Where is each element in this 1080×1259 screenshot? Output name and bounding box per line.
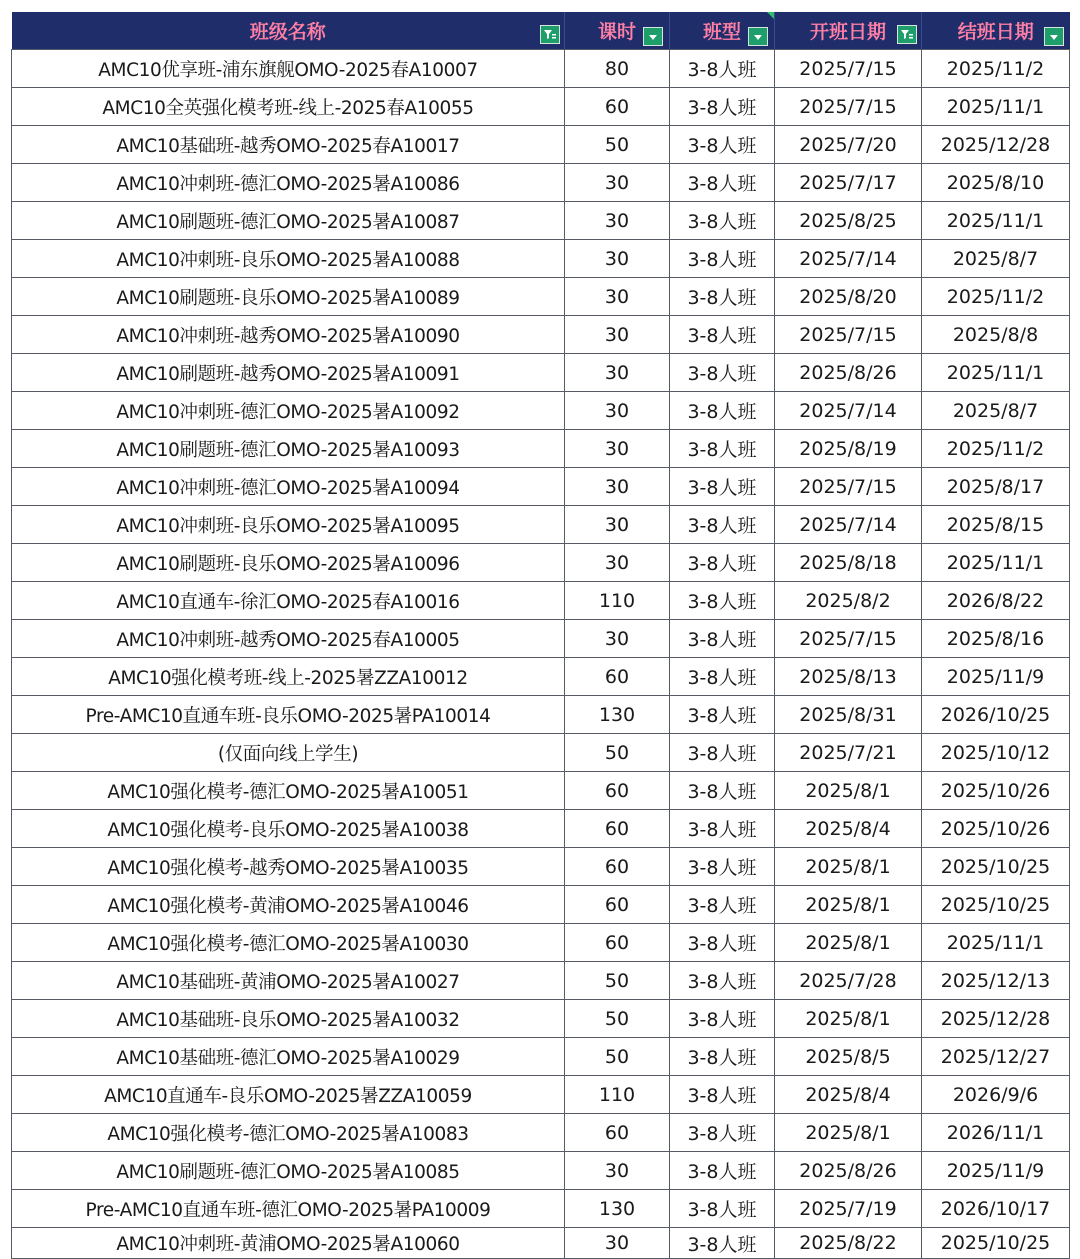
table-body [12,50,1070,1259]
hours-cell[interactable]: 30 [565,1152,670,1190]
hours-cell[interactable]: 50 [565,1000,670,1038]
end-date-cell[interactable]: 2026/10/25 [922,696,1070,734]
table-row [12,924,1070,962]
header-label: 班型 [702,21,741,43]
class-name-cell[interactable]: AMC10强化模考-良乐OMO-2025暑A10038 [12,810,565,848]
class-type-cell[interactable]: 3-8人班 [670,202,775,240]
class-type-cell[interactable]: 3-8人班 [670,886,775,924]
class-name-cell[interactable]: AMC10刷题班-德汇OMO-2025暑A10093 [12,430,565,468]
table-row [12,658,1070,696]
start-date-cell[interactable]: 2025/7/19 [775,1190,922,1228]
class-name-cell[interactable]: AMC10冲刺班-良乐OMO-2025暑A10088 [12,240,565,278]
class-type-cell[interactable]: 3-8人班 [670,164,775,202]
hours-cell[interactable]: 50 [565,126,670,164]
hours-cell[interactable]: 60 [565,658,670,696]
class-type-cell[interactable]: 3-8人班 [670,50,775,88]
end-date-cell[interactable]: 2025/8/15 [922,506,1070,544]
end-date-cell[interactable]: 2025/12/27 [922,1038,1070,1076]
table-row [12,1076,1070,1114]
end-date-cell[interactable]: 2025/10/25 [922,886,1070,924]
filter-active-button[interactable] [897,25,917,44]
class-type-cell[interactable]: 3-8人班 [670,1190,775,1228]
dropdown-arrow-icon [1048,32,1060,42]
class-name-cell[interactable]: AMC10强化模考-越秀OMO-2025暑A10035 [12,848,565,886]
start-date-cell[interactable]: 2025/7/20 [775,126,922,164]
class-name-cell[interactable]: AMC10冲刺班-德汇OMO-2025暑A10092 [12,392,565,430]
table-row [12,734,1070,772]
end-date-cell[interactable]: 2026/9/6 [922,1076,1070,1114]
header-hours [565,12,670,50]
class-type-cell[interactable]: 3-8人班 [670,316,775,354]
class-type-cell[interactable]: 3-8人班 [670,392,775,430]
end-date-cell[interactable]: 2025/8/16 [922,620,1070,658]
class-type-cell[interactable]: 3-8人班 [670,848,775,886]
table-row [12,240,1070,278]
filter-dropdown-button[interactable] [643,27,663,46]
end-date-cell[interactable]: 2025/11/1 [922,354,1070,392]
table-row [12,354,1070,392]
class-name-cell[interactable]: AMC10直通车-良乐OMO-2025暑ZZA10059 [12,1076,565,1114]
table-row [12,620,1070,658]
class-type-cell[interactable]: 3-8人班 [670,772,775,810]
end-date-cell[interactable]: 2025/11/1 [922,544,1070,582]
end-date-cell[interactable]: 2025/11/9 [922,658,1070,696]
end-date-cell[interactable]: 2026/10/17 [922,1190,1070,1228]
end-date-cell[interactable]: 2025/11/1 [922,88,1070,126]
hours-cell[interactable]: 30 [565,430,670,468]
class-type-cell[interactable]: 3-8人班 [670,468,775,506]
class-type-cell[interactable]: 3-8人班 [670,620,775,658]
table-row [12,1000,1070,1038]
table-row [12,316,1070,354]
hours-cell[interactable]: 60 [565,848,670,886]
class-name-cell[interactable]: AMC10冲刺班-越秀OMO-2025春A10005 [12,620,565,658]
hours-cell[interactable]: 130 [565,1190,670,1228]
start-date-cell[interactable]: 2025/8/13 [775,658,922,696]
header-class-name [12,12,565,50]
table-row [12,772,1070,810]
class-name-cell[interactable]: AMC10刷题班-良乐OMO-2025暑A10089 [12,278,565,316]
end-date-cell[interactable]: 2025/12/13 [922,962,1070,1000]
table-row [12,962,1070,1000]
start-date-cell[interactable]: 2025/7/15 [775,620,922,658]
class-type-cell[interactable]: 3-8人班 [670,924,775,962]
class-type-cell[interactable]: 3-8人班 [670,506,775,544]
spreadsheet [11,12,1069,1259]
end-date-cell[interactable]: 2025/11/1 [922,202,1070,240]
start-date-cell[interactable]: 2025/8/5 [775,1038,922,1076]
hours-cell[interactable]: 60 [565,810,670,848]
start-date-cell[interactable]: 2025/8/1 [775,1114,922,1152]
class-name-cell[interactable]: AMC10基础班-黄浦OMO-2025暑A10027 [12,962,565,1000]
end-date-cell[interactable]: 2025/11/9 [922,1152,1070,1190]
hours-cell[interactable]: 30 [565,1228,670,1259]
class-name-cell[interactable]: AMC10全英强化模考班-线上-2025春A10055 [12,88,565,126]
class-name-cell[interactable]: AMC10强化模考-德汇OMO-2025暑A10051 [12,772,565,810]
end-date-cell[interactable]: 2025/10/26 [922,772,1070,810]
class-name-cell[interactable]: AMC10刷题班-越秀OMO-2025暑A10091 [12,354,565,392]
table-row [12,50,1070,88]
start-date-cell[interactable]: 2025/8/1 [775,1000,922,1038]
start-date-cell[interactable]: 2025/8/18 [775,544,922,582]
start-date-cell[interactable]: 2025/8/1 [775,886,922,924]
hours-cell[interactable]: 30 [565,316,670,354]
class-name-cell[interactable]: AMC10冲刺班-黄浦OMO-2025暑A10060 [12,1228,565,1259]
start-date-cell[interactable]: 2025/8/2 [775,582,922,620]
filter-funnel-icon [900,28,914,42]
hours-cell[interactable]: 110 [565,582,670,620]
table-row [12,126,1070,164]
class-name-cell[interactable]: AMC10刷题班-德汇OMO-2025暑A10087 [12,202,565,240]
class-name-cell[interactable]: AMC10强化模考-黄浦OMO-2025暑A10046 [12,886,565,924]
class-name-cell[interactable]: AMC10刷题班-良乐OMO-2025暑A10096 [12,544,565,582]
class-type-cell[interactable]: 3-8人班 [670,278,775,316]
class-type-cell[interactable]: 3-8人班 [670,1114,775,1152]
table-row [12,1190,1070,1228]
end-date-cell[interactable]: 2026/8/22 [922,582,1070,620]
hours-cell[interactable]: 60 [565,886,670,924]
table-row [12,1152,1070,1190]
table-row [12,202,1070,240]
hours-cell[interactable]: 30 [565,240,670,278]
end-date-cell[interactable]: 2025/10/25 [922,848,1070,886]
end-date-cell[interactable]: 2025/8/8 [922,316,1070,354]
end-date-cell[interactable]: 2025/10/12 [922,734,1070,772]
table-row [12,430,1070,468]
end-date-cell[interactable]: 2025/12/28 [922,1000,1070,1038]
hours-cell[interactable]: 30 [565,544,670,582]
start-date-cell[interactable]: 2025/8/1 [775,924,922,962]
class-name-cell[interactable]: AMC10冲刺班-越秀OMO-2025暑A10090 [12,316,565,354]
hours-cell[interactable]: 30 [565,202,670,240]
end-date-cell[interactable]: 2025/10/26 [922,810,1070,848]
start-date-cell[interactable]: 2025/7/14 [775,392,922,430]
header-start-date [775,12,922,50]
class-name-cell[interactable]: AMC10冲刺班-德汇OMO-2025暑A10086 [12,164,565,202]
start-date-cell[interactable]: 2025/8/4 [775,1076,922,1114]
start-date-cell[interactable]: 2025/7/14 [775,506,922,544]
hours-cell[interactable]: 110 [565,1076,670,1114]
filter-funnel-icon [543,28,557,42]
filter-dropdown-button[interactable] [748,27,768,46]
class-type-cell[interactable]: 3-8人班 [670,1076,775,1114]
dropdown-arrow-icon [752,32,764,42]
hours-cell[interactable]: 60 [565,772,670,810]
header-label: 开班日期 [809,21,886,43]
start-date-cell[interactable]: 2025/7/15 [775,88,922,126]
header-end-date [922,12,1070,50]
end-date-cell[interactable]: 2025/11/2 [922,430,1070,468]
table-row [12,1114,1070,1152]
table-row [12,810,1070,848]
hours-cell[interactable]: 30 [565,278,670,316]
class-type-cell[interactable]: 3-8人班 [670,962,775,1000]
start-date-cell[interactable]: 2025/7/21 [775,734,922,772]
hours-cell[interactable]: 80 [565,50,670,88]
end-date-cell[interactable]: 2026/11/1 [922,1114,1070,1152]
hours-cell[interactable]: 30 [565,468,670,506]
hours-cell[interactable]: 30 [565,620,670,658]
table-row [12,1228,1070,1259]
end-date-cell[interactable]: 2025/12/28 [922,126,1070,164]
start-date-cell[interactable]: 2025/8/4 [775,810,922,848]
start-date-cell[interactable]: 2025/7/14 [775,240,922,278]
table-row [12,1038,1070,1076]
start-date-cell[interactable]: 2025/8/1 [775,772,922,810]
class-name-cell[interactable]: AMC10刷题班-德汇OMO-2025暑A10085 [12,1152,565,1190]
class-type-cell[interactable]: 3-8人班 [670,696,775,734]
hours-cell[interactable]: 30 [565,392,670,430]
hours-cell[interactable]: 60 [565,924,670,962]
end-date-cell[interactable]: 2025/8/17 [922,468,1070,506]
class-name-cell[interactable]: Pre-AMC10直通车班-良乐OMO-2025暑PA10014 [12,696,565,734]
class-name-cell[interactable]: AMC10强化模考-德汇OMO-2025暑A10030 [12,924,565,962]
class-name-cell[interactable]: AMC10强化模考班-线上-2025暑ZZA10012 [12,658,565,696]
class-name-cell[interactable]: AMC10直通车-徐汇OMO-2025春A10016 [12,582,565,620]
table-row [12,544,1070,582]
filter-active-button[interactable] [540,25,560,44]
end-date-cell[interactable]: 2025/8/7 [922,240,1070,278]
start-date-cell[interactable]: 2025/7/28 [775,962,922,1000]
class-type-cell[interactable]: 3-8人班 [670,88,775,126]
start-date-cell[interactable]: 2025/8/1 [775,848,922,886]
table-row [12,696,1070,734]
hours-cell[interactable]: 50 [565,1038,670,1076]
start-date-cell[interactable]: 2025/8/26 [775,354,922,392]
header-class-type [670,12,775,50]
header-row [12,12,1070,50]
class-schedule-table [11,12,1070,1259]
class-name-cell[interactable]: Pre-AMC10直通车班-德汇OMO-2025暑PA10009 [12,1190,565,1228]
start-date-cell[interactable]: 2025/8/31 [775,696,922,734]
cell-comment-marker [767,12,774,19]
class-type-cell[interactable]: 3-8人班 [670,1038,775,1076]
start-date-cell[interactable]: 2025/8/19 [775,430,922,468]
dropdown-arrow-icon [647,32,659,42]
table-row [12,848,1070,886]
class-name-cell[interactable]: AMC10基础班-德汇OMO-2025暑A10029 [12,1038,565,1076]
start-date-cell[interactable]: 2025/7/15 [775,316,922,354]
class-name-cell[interactable]: AMC10基础班-越秀OMO-2025春A10017 [12,126,565,164]
class-type-cell[interactable]: 3-8人班 [670,810,775,848]
hours-cell[interactable]: 30 [565,506,670,544]
end-date-cell[interactable]: 2025/11/2 [922,50,1070,88]
table-row [12,582,1070,620]
hours-cell[interactable]: 60 [565,88,670,126]
class-type-cell[interactable]: 3-8人班 [670,1228,775,1259]
start-date-cell[interactable]: 2025/8/20 [775,278,922,316]
class-name-cell[interactable]: AMC10优享班-浦东旗舰OMO-2025春A10007 [12,50,565,88]
table-row [12,506,1070,544]
end-date-cell[interactable]: 2025/10/25 [922,1228,1070,1259]
class-type-cell[interactable]: 3-8人班 [670,430,775,468]
class-type-cell[interactable]: 3-8人班 [670,1000,775,1038]
end-date-cell[interactable]: 2025/11/2 [922,278,1070,316]
hours-cell[interactable]: 60 [565,1114,670,1152]
hours-cell[interactable]: 30 [565,164,670,202]
class-type-cell[interactable]: 3-8人班 [670,126,775,164]
hours-cell[interactable]: 50 [565,734,670,772]
start-date-cell[interactable]: 2025/7/15 [775,468,922,506]
end-date-cell[interactable]: 2025/8/7 [922,392,1070,430]
table-row [12,164,1070,202]
hours-cell[interactable]: 30 [565,354,670,392]
filter-dropdown-button[interactable] [1044,27,1064,46]
class-type-cell[interactable]: 3-8人班 [670,582,775,620]
class-type-cell[interactable]: 3-8人班 [670,354,775,392]
class-type-cell[interactable]: 3-8人班 [670,544,775,582]
class-type-cell[interactable]: 3-8人班 [670,240,775,278]
header-label: 课时 [597,21,636,43]
table-row [12,886,1070,924]
class-name-cell[interactable]: AMC10冲刺班-良乐OMO-2025暑A10095 [12,506,565,544]
start-date-cell[interactable]: 2025/7/17 [775,164,922,202]
hours-cell[interactable]: 130 [565,696,670,734]
class-type-cell[interactable]: 3-8人班 [670,658,775,696]
start-date-cell[interactable]: 2025/8/22 [775,1228,922,1259]
hours-cell[interactable]: 50 [565,962,670,1000]
class-type-cell[interactable]: 3-8人班 [670,734,775,772]
class-name-cell[interactable]: AMC10基础班-良乐OMO-2025暑A10032 [12,1000,565,1038]
table-row [12,468,1070,506]
start-date-cell[interactable]: 2025/8/26 [775,1152,922,1190]
table-row [12,88,1070,126]
start-date-cell[interactable]: 2025/7/15 [775,50,922,88]
header-label: 班级名称 [249,21,326,43]
header-label: 结班日期 [957,21,1034,43]
class-type-cell[interactable]: 3-8人班 [670,1152,775,1190]
class-name-cell[interactable]: AMC10冲刺班-德汇OMO-2025暑A10094 [12,468,565,506]
end-date-cell[interactable]: 2025/8/10 [922,164,1070,202]
table-row [12,392,1070,430]
table-row [12,278,1070,316]
start-date-cell[interactable]: 2025/8/25 [775,202,922,240]
class-name-cell[interactable]: (仅面向线上学生) [12,734,565,772]
class-name-cell[interactable]: AMC10强化模考-德汇OMO-2025暑A10083 [12,1114,565,1152]
end-date-cell[interactable]: 2025/11/1 [922,924,1070,962]
